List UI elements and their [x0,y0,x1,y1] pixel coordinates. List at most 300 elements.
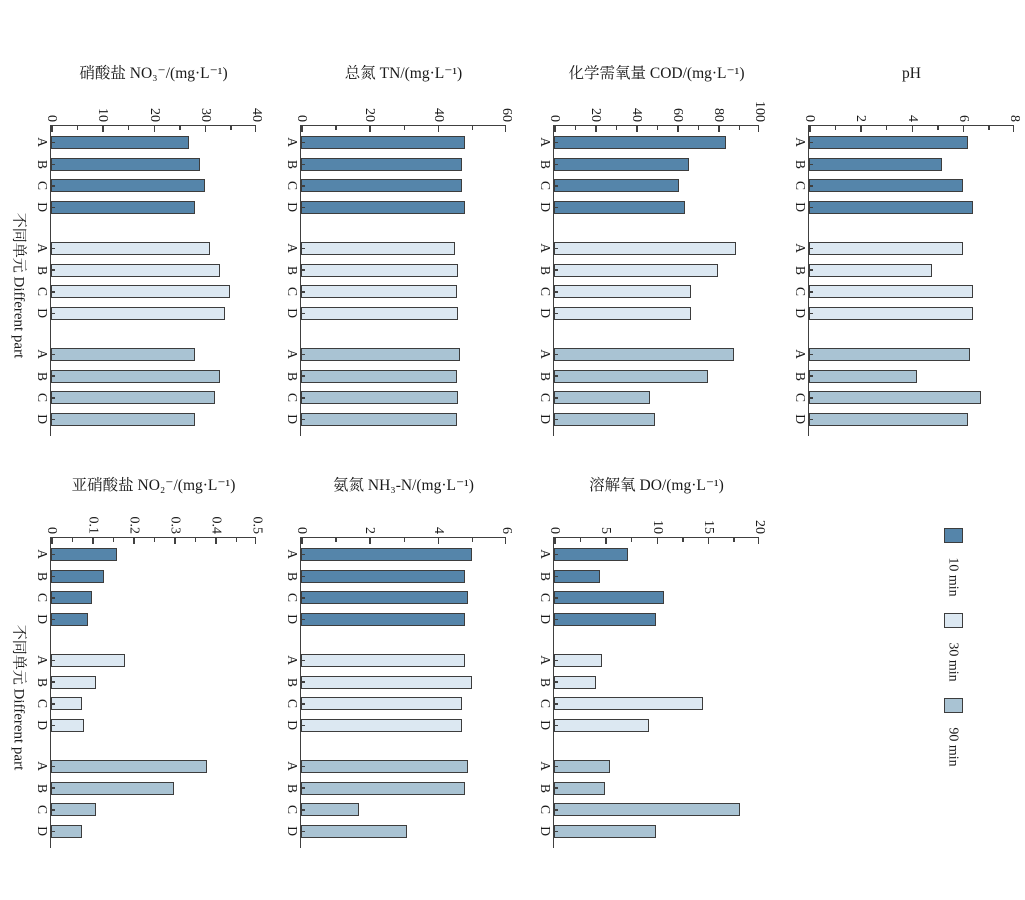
category-label: B [793,159,808,169]
category-tick [301,313,305,315]
category-tick [51,185,55,187]
bar-90min-C [554,803,740,816]
axis-tick-minor [230,126,232,130]
category-tick [809,248,813,250]
bar-10min-C [554,179,679,192]
chart-title: 硝酸盐 NO₃⁻/(mg·L⁻¹) [79,65,228,82]
bar-90min-A [301,348,460,361]
category-label: D [35,202,50,213]
axis-tick-minor [335,126,337,130]
bar-30min-C [554,285,691,298]
category-tick [51,576,55,578]
axis-tick-label: 10 [649,520,665,534]
axis-tick-label: 6 [955,115,971,122]
category-label: C [285,181,300,191]
legend-label-box [941,630,965,694]
legend-swatch-10min [944,528,963,543]
bar-10min-C [301,591,468,604]
category-label: D [538,202,553,213]
axis-tick-minor [575,126,577,130]
category-label: B [285,371,300,381]
category-tick [301,185,305,187]
category-label: D [285,414,300,425]
axis-tick-label: 0 [547,115,562,122]
category-label: C [35,593,50,603]
bar-10min-C [51,591,92,604]
category-tick [51,809,55,811]
bar-10min-C [554,591,664,604]
category-label: B [538,265,553,275]
category-tick [554,576,558,578]
axis-tick-label: 0 [44,115,59,122]
bar-90min-B [554,370,708,383]
category-tick [301,725,305,727]
axis-tick-minor [72,538,74,542]
axis-tick-major [595,126,597,132]
chart-title: 溶解氧 DO/(mg·L⁻¹) [589,477,724,494]
legend-item-30min [941,613,965,694]
axis-tick-minor [835,126,837,130]
category-tick [301,164,305,166]
bar-30min-D [809,307,973,320]
plot-area [35,108,264,436]
category-tick [809,397,813,399]
bar-10min-D [51,201,195,214]
bar-90min-A [51,348,195,361]
axis-tick-minor [682,538,684,542]
axis-tick-minor [657,126,659,130]
bar-30min-C [301,697,462,710]
bar-90min-B [301,782,465,795]
axis-tick-label: 15 [700,520,716,534]
bar-30min-D [301,307,458,320]
bar-10min-D [554,201,685,214]
axis-tick-major [605,538,607,544]
axis-tick-label: 30 [197,108,213,122]
category-tick [554,207,558,209]
bar-10min-C [51,179,205,192]
category-tick [554,725,558,727]
axis-tick-major [301,126,303,132]
axis-tick-label: 60 [499,108,514,122]
bar-30min-B [51,264,220,277]
category-label: D [538,720,553,731]
bar-90min-C [51,803,96,816]
axis-tick-minor [937,126,939,130]
axis-tick-major [438,126,440,132]
category-label: A [538,243,553,253]
category-tick [51,313,55,315]
bar-90min-B [51,370,220,383]
category-tick [51,291,55,293]
bar-90min-A [809,348,970,361]
category-tick [301,703,305,705]
category-tick [51,597,55,599]
bar-10min-D [554,613,656,626]
category-label: A [35,243,50,253]
bar-90min-C [301,803,359,816]
bar-30min-D [301,719,462,732]
bar-90min-C [301,391,458,404]
bar-90min-B [554,782,605,795]
bar-10min-B [51,158,200,171]
legend-label-90min: 90 min [946,727,961,767]
bar-30min-A [554,654,602,667]
axis-tick-label: 0 [547,527,562,534]
category-label: D [538,614,553,625]
category-tick [554,419,558,421]
category-label: C [793,181,808,191]
category-tick [301,207,305,209]
bar-90min-B [51,782,174,795]
category-label: B [793,265,808,275]
category-label: A [35,549,50,559]
axis-tick-label: 2 [853,115,869,122]
axis-tick-major [92,538,94,544]
category-tick [51,766,55,768]
category-label: A [793,243,808,253]
bar-30min-C [51,697,82,710]
bar-10min-B [809,158,942,171]
category-tick [554,313,558,315]
axis-tick-minor [154,538,156,542]
axis-tick-minor [698,126,700,130]
axis-tick-minor [113,538,115,542]
bar-30min-B [51,676,96,689]
axis-tick-major [438,538,440,544]
bar-10min-C [809,179,963,192]
bar-10min-C [301,179,462,192]
category-tick [301,354,305,356]
category-label: B [35,571,50,581]
category-label: D [285,308,300,319]
axis-tick-minor [580,538,582,542]
chart-title: 总氮 TN/(mg·L⁻¹) [344,65,463,82]
category-tick [51,681,55,683]
bar-30min-D [554,719,649,732]
category-label: B [538,371,553,381]
category-tick [809,313,813,315]
category-label: C [538,805,553,815]
category-tick [301,142,305,144]
chart-dissolved-oxygen-do [538,474,767,847]
axis-tick-major [912,126,914,132]
category-label: D [285,720,300,731]
category-tick [301,660,305,662]
category-tick [51,207,55,209]
axis-tick-label: 2 [362,527,378,534]
axis-tick-major [102,126,104,132]
axis-tick-minor [179,126,181,130]
category-label: D [538,308,553,319]
axis-tick-label: 6 [499,527,514,534]
category-label: A [538,137,553,147]
axis-tick-label: 4 [430,527,446,534]
axis-tick-label: 40 [629,108,644,122]
category-label: B [35,265,50,275]
bar-90min-D [51,825,82,838]
category-tick [301,681,305,683]
category-label: A [538,349,553,359]
axis-tick-major [215,538,217,544]
category-label: D [793,414,808,425]
axis-tick-label: 0 [294,115,309,122]
axis-tick-major [505,538,507,544]
bar-30min-B [809,264,932,277]
category-label: D [538,826,553,837]
category-label: D [35,308,50,319]
category-tick [51,619,55,621]
category-tick [51,164,55,166]
bar-10min-B [301,158,462,171]
category-tick [554,619,558,621]
bar-30min-A [554,242,736,255]
category-label: B [538,159,553,169]
axis-tick-major [301,538,303,544]
axis-tick-label: 100 [752,101,767,122]
bar-10min-A [51,136,189,149]
category-label: B [285,571,300,581]
chart-ph [793,62,1022,435]
bar-30min-A [301,242,455,255]
category-axis-label-top-row [2,130,38,440]
axis-tick-major [758,126,760,132]
category-tick [554,164,558,166]
category-tick [301,787,305,789]
bar-10min-D [301,201,465,214]
category-tick [301,397,305,399]
category-label: C [35,805,50,815]
category-label: A [538,761,553,771]
plot-area [35,516,264,848]
axis-tick-label: 5 [598,527,614,534]
category-tick [554,681,558,683]
category-tick [301,809,305,811]
axis-tick-label: 0 [802,115,817,122]
chart-nitrite-no2 [35,474,264,847]
axis-tick-minor [128,126,130,130]
bar-30min-C [809,285,973,298]
category-tick [554,703,558,705]
category-label: A [35,761,50,771]
axis-tick-label: 20 [588,108,603,122]
bar-90min-D [554,825,656,838]
category-label: C [285,805,300,815]
axis-tick-major [860,126,862,132]
bar-10min-A [301,136,465,149]
category-tick [51,554,55,556]
category-label: B [35,783,50,793]
axis-tick-minor [195,538,197,542]
bar-10min-B [301,570,465,583]
category-tick [554,597,558,599]
bar-90min-D [51,413,195,426]
category-label: B [285,783,300,793]
category-tick [301,576,305,578]
category-label: B [285,677,300,687]
bar-30min-B [554,676,596,689]
category-label: C [538,593,553,603]
axis-tick-label: 8 [1007,115,1022,122]
axis-tick-major [51,126,53,132]
axis-tick-major [255,538,257,544]
category-label: B [35,159,50,169]
category-axis-label-bottom-row [2,542,38,852]
plot-area [538,101,767,436]
category-label: D [35,414,50,425]
category-tick [554,269,558,271]
axis-tick-major [369,538,371,544]
bar-10min-A [809,136,968,149]
bar-30min-A [51,242,210,255]
category-label: B [538,783,553,793]
axis-tick-label: 0.2 [126,516,141,534]
category-label: B [538,571,553,581]
category-tick [554,142,558,144]
plot-area [538,520,767,848]
category-tick [809,375,813,377]
category-label: B [285,265,300,275]
category-label: A [285,549,300,559]
category-label: C [538,699,553,709]
category-label: D [285,826,300,837]
axis-tick-minor [631,538,633,542]
bar-90min-C [554,391,650,404]
bar-30min-A [301,654,465,667]
category-label: C [35,393,50,403]
category-label: A [285,243,300,253]
category-tick [301,248,305,250]
category-label: C [538,181,553,191]
axis-tick-minor [616,126,618,130]
axis-tick-minor [77,126,79,130]
chart-title: 氨氮 NH₃-N/(mg·L⁻¹) [333,477,474,494]
axis-tick-label: 40 [249,108,264,122]
bar-30min-D [51,307,225,320]
bar-10min-D [301,613,465,626]
category-tick [301,597,305,599]
category-tick [51,703,55,705]
category-label: A [793,349,808,359]
bar-10min-B [554,158,689,171]
category-tick [51,248,55,250]
axis-tick-major [174,538,176,544]
bar-30min-D [51,719,84,732]
category-tick [554,787,558,789]
axis-tick-major [554,538,556,544]
category-tick [51,831,55,833]
chart-nitrate-no3 [35,62,264,435]
axis-tick-label: 0 [294,527,309,534]
bar-30min-B [554,264,718,277]
axis-tick-label: 4 [904,115,920,122]
bar-30min-C [554,697,703,710]
category-tick [554,291,558,293]
bar-10min-A [554,136,726,149]
axis-tick-major [505,126,507,132]
bar-90min-A [301,760,468,773]
category-label: A [285,761,300,771]
category-label: D [35,826,50,837]
bar-30min-C [301,285,457,298]
legend-label-box [941,545,965,609]
category-label: A [35,655,50,665]
plot-area [285,527,514,848]
legend-item-10min [941,528,965,609]
category-tick [554,809,558,811]
category-tick [809,164,813,166]
category-label: A [35,137,50,147]
bar-30min-C [51,285,230,298]
category-axis-label-text: 不同单元 Different part [10,624,27,770]
axis-tick-label: 40 [430,108,446,122]
axis-tick-major [636,126,638,132]
category-tick [554,397,558,399]
legend-item-90min [941,698,965,779]
category-label: C [285,287,300,297]
category-label: A [538,655,553,665]
legend-label-30min: 30 min [946,642,961,682]
axis-tick-label: 0 [44,527,59,534]
category-tick [554,554,558,556]
axis-tick-minor [236,538,238,542]
axis-tick-label: 0.1 [85,516,100,534]
axis-tick-minor [404,126,406,130]
legend-label-10min: 10 min [946,557,961,597]
category-label: A [35,349,50,359]
axis-tick-minor [472,538,474,542]
bar-90min-A [51,760,207,773]
category-label: D [35,720,50,731]
category-label: D [538,414,553,425]
axis-tick-major [657,538,659,544]
category-tick [51,787,55,789]
bar-90min-A [554,348,734,361]
axis-tick-major [718,126,720,132]
category-label: C [285,593,300,603]
category-tick [809,419,813,421]
chart-total-nitrogen-tn [285,62,514,435]
axis-tick-minor [733,538,735,542]
bar-30min-B [301,676,472,689]
bar-90min-D [809,413,968,426]
axis-tick-major [255,126,257,132]
bar-10min-D [51,613,88,626]
category-tick [51,419,55,421]
axis-tick-major [51,538,53,544]
category-tick [301,291,305,293]
bar-90min-D [301,825,407,838]
category-label: C [538,393,553,403]
bar-30min-D [554,307,691,320]
category-tick [554,831,558,833]
category-label: B [35,677,50,687]
category-axis-label-text: 不同单元 Different part [10,212,27,358]
category-label: B [793,371,808,381]
category-label: A [793,137,808,147]
category-tick [809,291,813,293]
category-label: A [538,549,553,559]
axis-tick-major [677,126,679,132]
category-tick [51,142,55,144]
bar-10min-B [554,570,600,583]
chart-title: pH [902,65,921,82]
category-label: C [285,699,300,709]
bar-30min-A [51,654,125,667]
category-tick [51,397,55,399]
bar-10min-A [51,548,117,561]
category-tick [809,269,813,271]
